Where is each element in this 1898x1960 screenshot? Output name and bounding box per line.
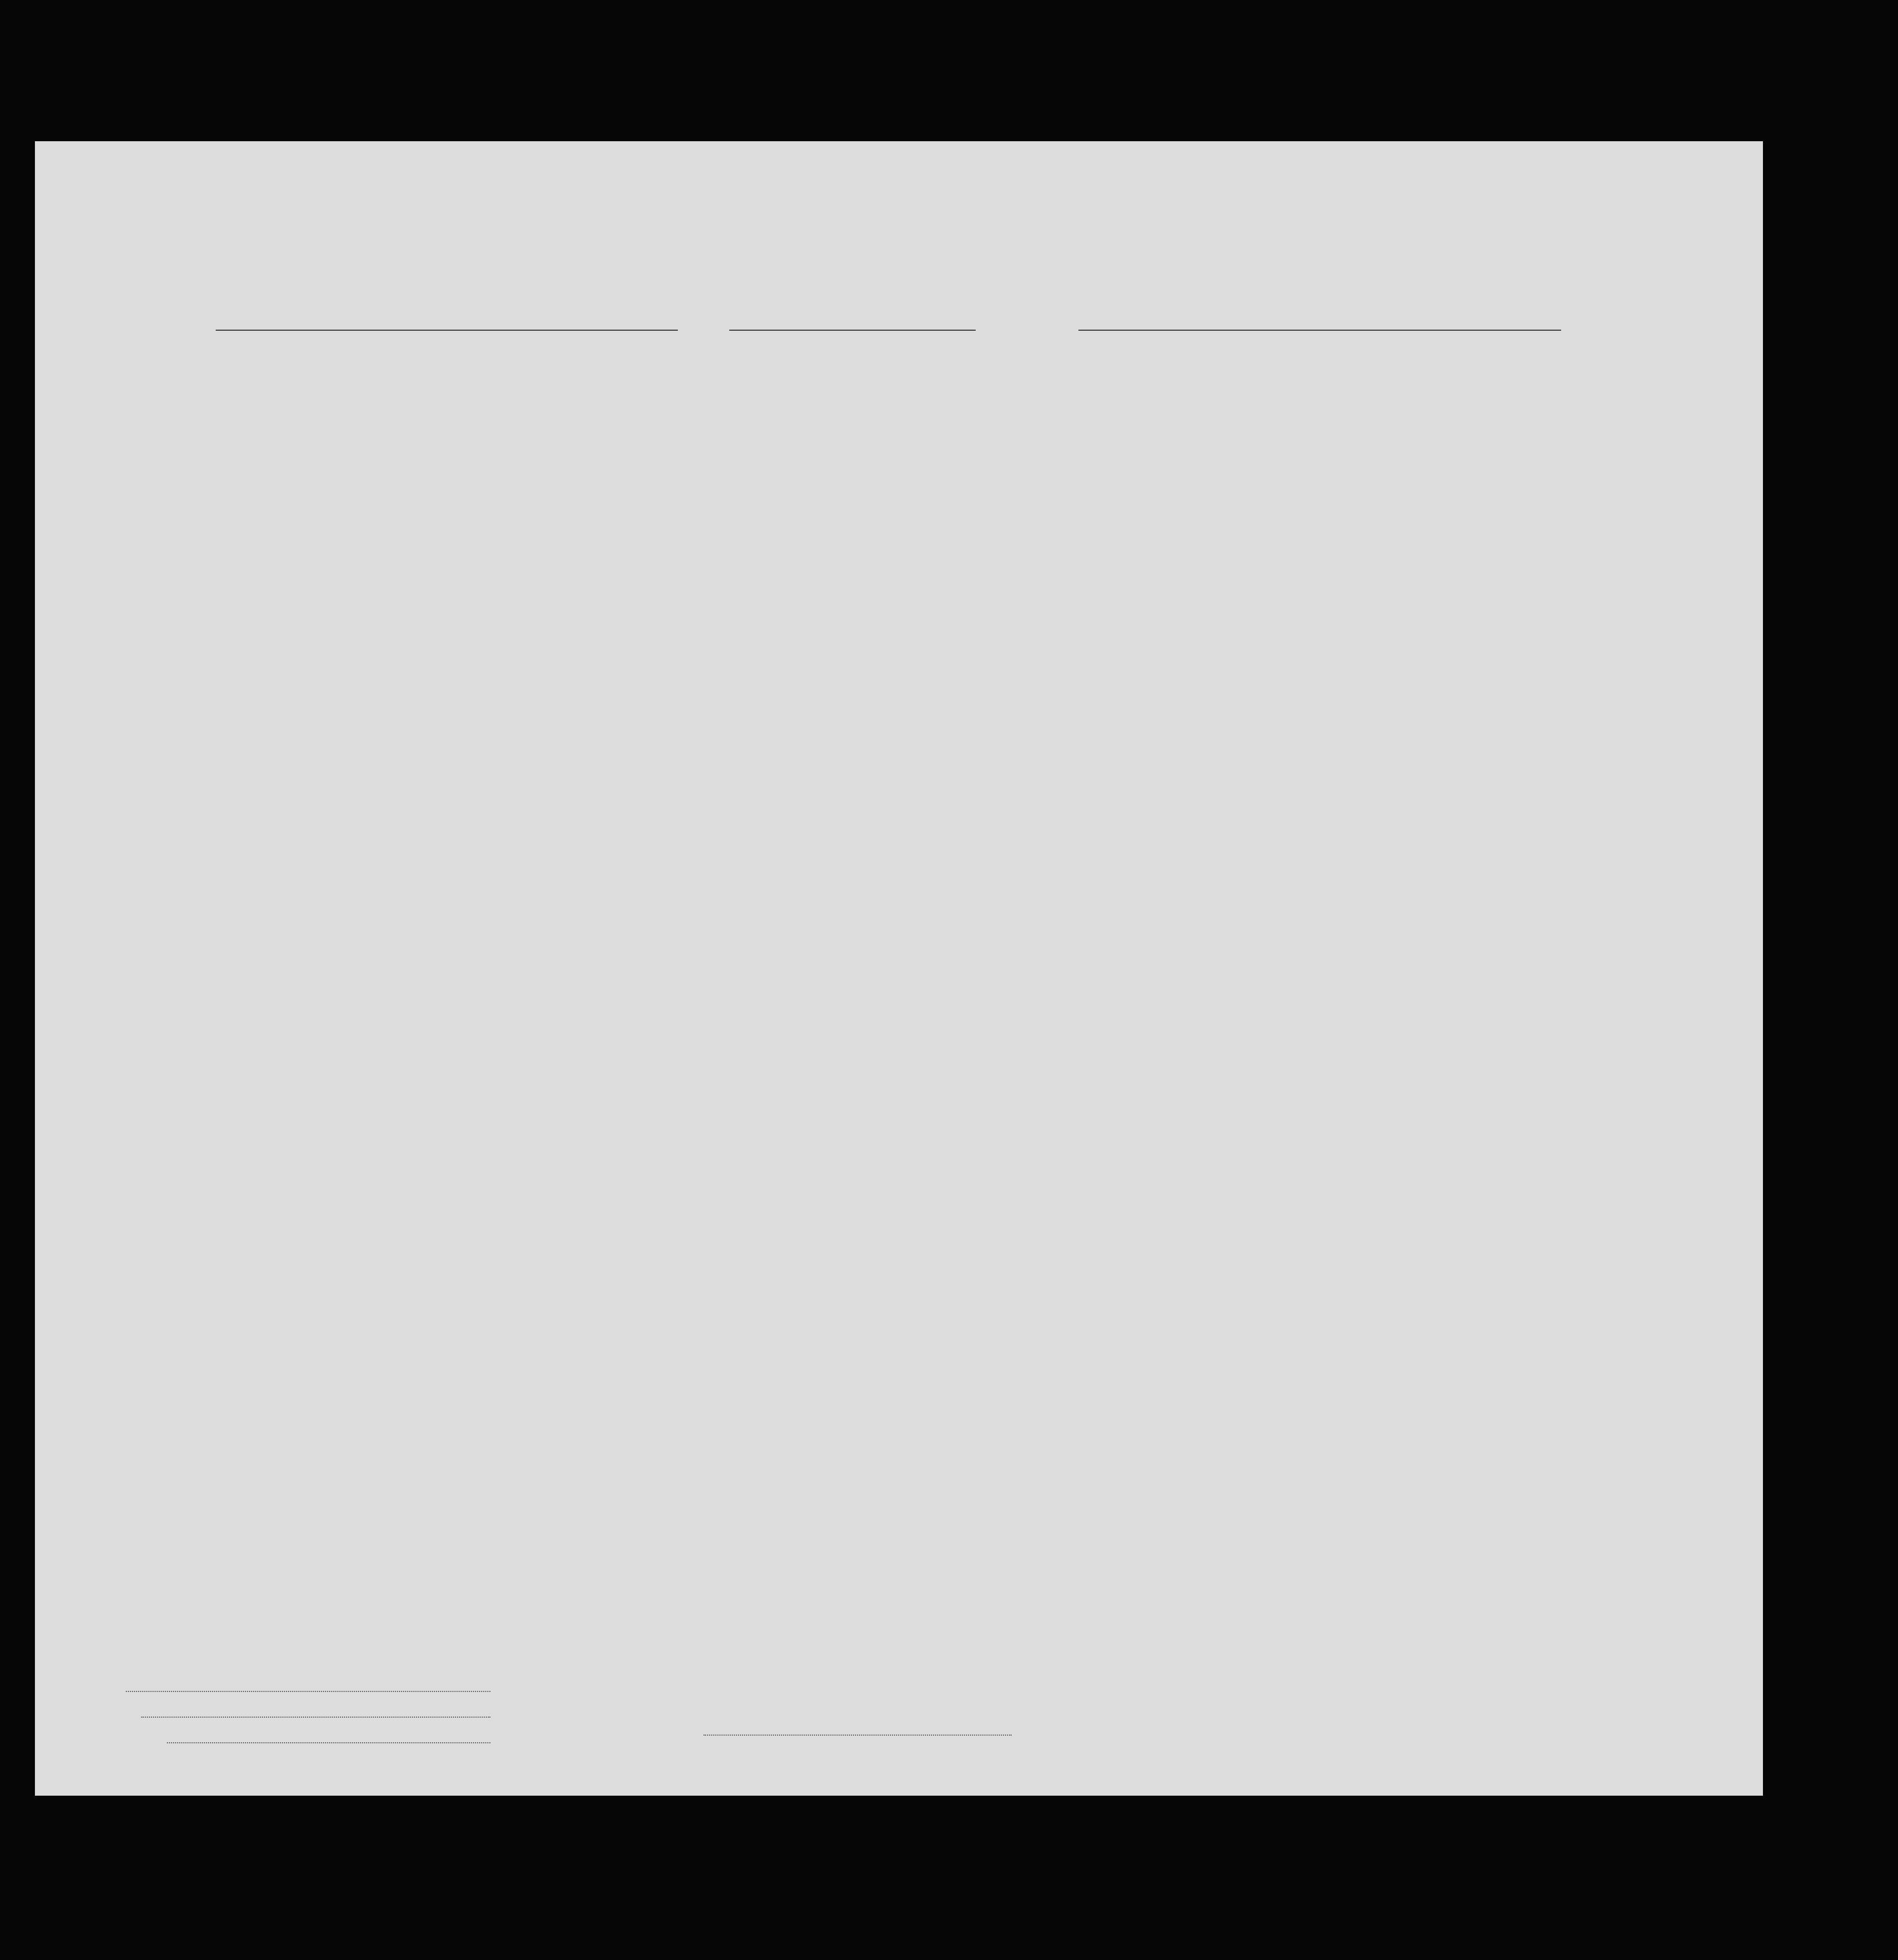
manifest-sheet: [35, 141, 1763, 1796]
vessel-line: [154, 298, 1674, 334]
